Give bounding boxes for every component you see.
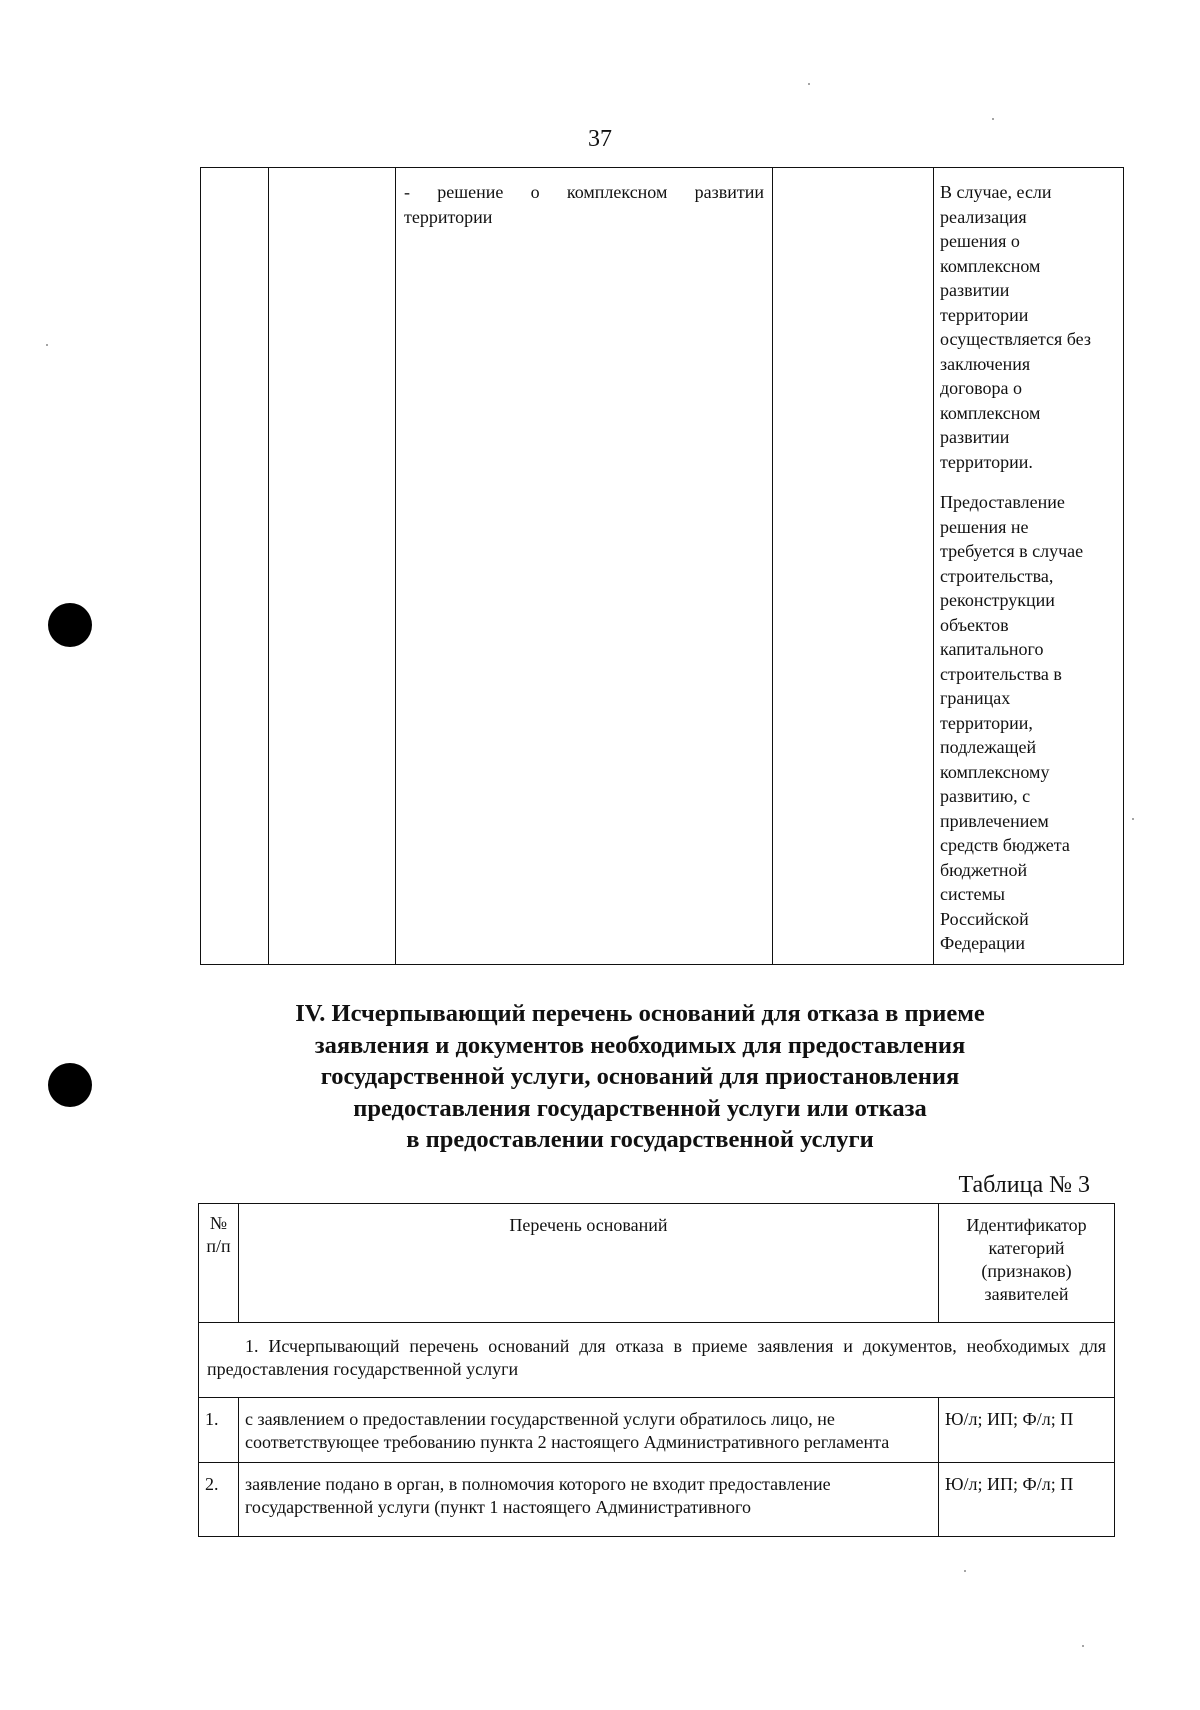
note-line: территории.: [940, 451, 1033, 472]
scan-speck: [964, 1570, 966, 1572]
note-line: заключения: [940, 353, 1031, 374]
table-row: [201, 168, 1124, 965]
table-row: [199, 1398, 1115, 1463]
table-caption: Таблица № 3: [958, 1172, 1090, 1198]
note-line: строительства в: [940, 663, 1062, 684]
note-line: подлежащей: [940, 737, 1037, 757]
table-row: [199, 1463, 1115, 1537]
heading-line: в предоставлении государственной услуги: [406, 1126, 874, 1153]
note-line: комплексному: [940, 761, 1050, 782]
punch-hole-mark: [48, 603, 92, 647]
document-item-text: - решение о комплексном развитии территории: [404, 182, 764, 227]
scan-speck: [992, 118, 994, 120]
header-grounds: Перечень оснований: [239, 1204, 939, 1323]
heading-line: IV. Исчерпывающий перечень оснований для отказа в приеме: [295, 1000, 985, 1027]
scan-speck: [46, 344, 48, 346]
note-cell: [934, 168, 1124, 965]
note-line: требуется в случае: [940, 541, 1084, 561]
note-line: привлечением: [940, 810, 1049, 831]
note-line: территории: [940, 304, 1029, 325]
note-line: осуществляется без: [940, 329, 1091, 349]
note-line: развитии: [940, 427, 1010, 447]
note-line: объектов: [940, 614, 1009, 635]
section-heading: [160, 998, 1120, 1156]
note-line: развитию, с: [940, 786, 1031, 806]
note-line: границах: [940, 688, 1011, 708]
note-line: комплексном: [940, 255, 1041, 276]
table-header-row: [199, 1204, 1115, 1323]
note-paragraph-2: [940, 490, 1119, 956]
note-line: Федерации: [940, 933, 1026, 953]
note-line: строительства,: [940, 565, 1054, 586]
continuation-table: [200, 167, 1124, 965]
group-title: 1. Исчерпывающий перечень оснований для отказа в приеме заявления и документов, необходимых для предоставления государственной услуги: [199, 1323, 1115, 1398]
note-line: средств бюджета: [940, 835, 1070, 855]
row-categories: Ю/л; ИП; Ф/л; П: [939, 1463, 1115, 1537]
scan-speck: [1082, 1645, 1084, 1647]
header-applicant-categories: Идентификатор категорий (признаков) заявителей: [939, 1204, 1115, 1323]
note-line: комплексном: [940, 402, 1041, 423]
punch-hole-mark: [48, 1063, 92, 1107]
note-line: договора о: [940, 378, 1022, 398]
header-number: № п/п: [199, 1204, 239, 1323]
note-line: решения не: [940, 516, 1029, 537]
note-line: Российской: [940, 908, 1029, 929]
row-ground-text: с заявлением о предоставлении государственной услуги обратилось лицо, не соответствующее требованию пункта 2 настоящего Административного регламента: [239, 1398, 939, 1463]
row-number: 1.: [199, 1398, 239, 1463]
row-ground-text: заявление подано в орган, в полномочия которого не входит предоставление государственной услуги (пункт 1 настоящего Административного: [239, 1463, 939, 1537]
page-number: 37: [588, 126, 612, 152]
note-line: территории,: [940, 712, 1033, 733]
note-line: решения о: [940, 231, 1020, 251]
table-cell-empty: [269, 168, 396, 965]
grounds-table: [198, 1203, 1115, 1537]
row-number: 2.: [199, 1463, 239, 1537]
document-item-cell: [396, 168, 773, 965]
note-line: В случае, если: [940, 182, 1052, 202]
note-line: бюджетной: [940, 859, 1028, 880]
note-line: системы: [940, 884, 1005, 904]
heading-line: предоставления государственной услуги или отказа: [353, 1094, 927, 1122]
table-cell-empty: [773, 168, 934, 965]
note-line: капитального: [940, 639, 1044, 659]
row-categories: Ю/л; ИП; Ф/л; П: [939, 1398, 1115, 1463]
scan-speck: [1132, 818, 1134, 820]
heading-line: государственной услуги, оснований для приостановления: [320, 1063, 960, 1090]
table-cell-empty: [201, 168, 269, 965]
scan-speck: [808, 83, 810, 85]
table-group-row: [199, 1323, 1115, 1398]
note-line: реконструкции: [940, 590, 1055, 610]
note-paragraph-1: [940, 180, 1119, 474]
note-line: реализация: [940, 206, 1027, 227]
heading-line: заявления и документов необходимых для предоставления: [314, 1031, 966, 1059]
note-line: развитии: [940, 280, 1010, 300]
note-line: Предоставление: [940, 492, 1065, 512]
